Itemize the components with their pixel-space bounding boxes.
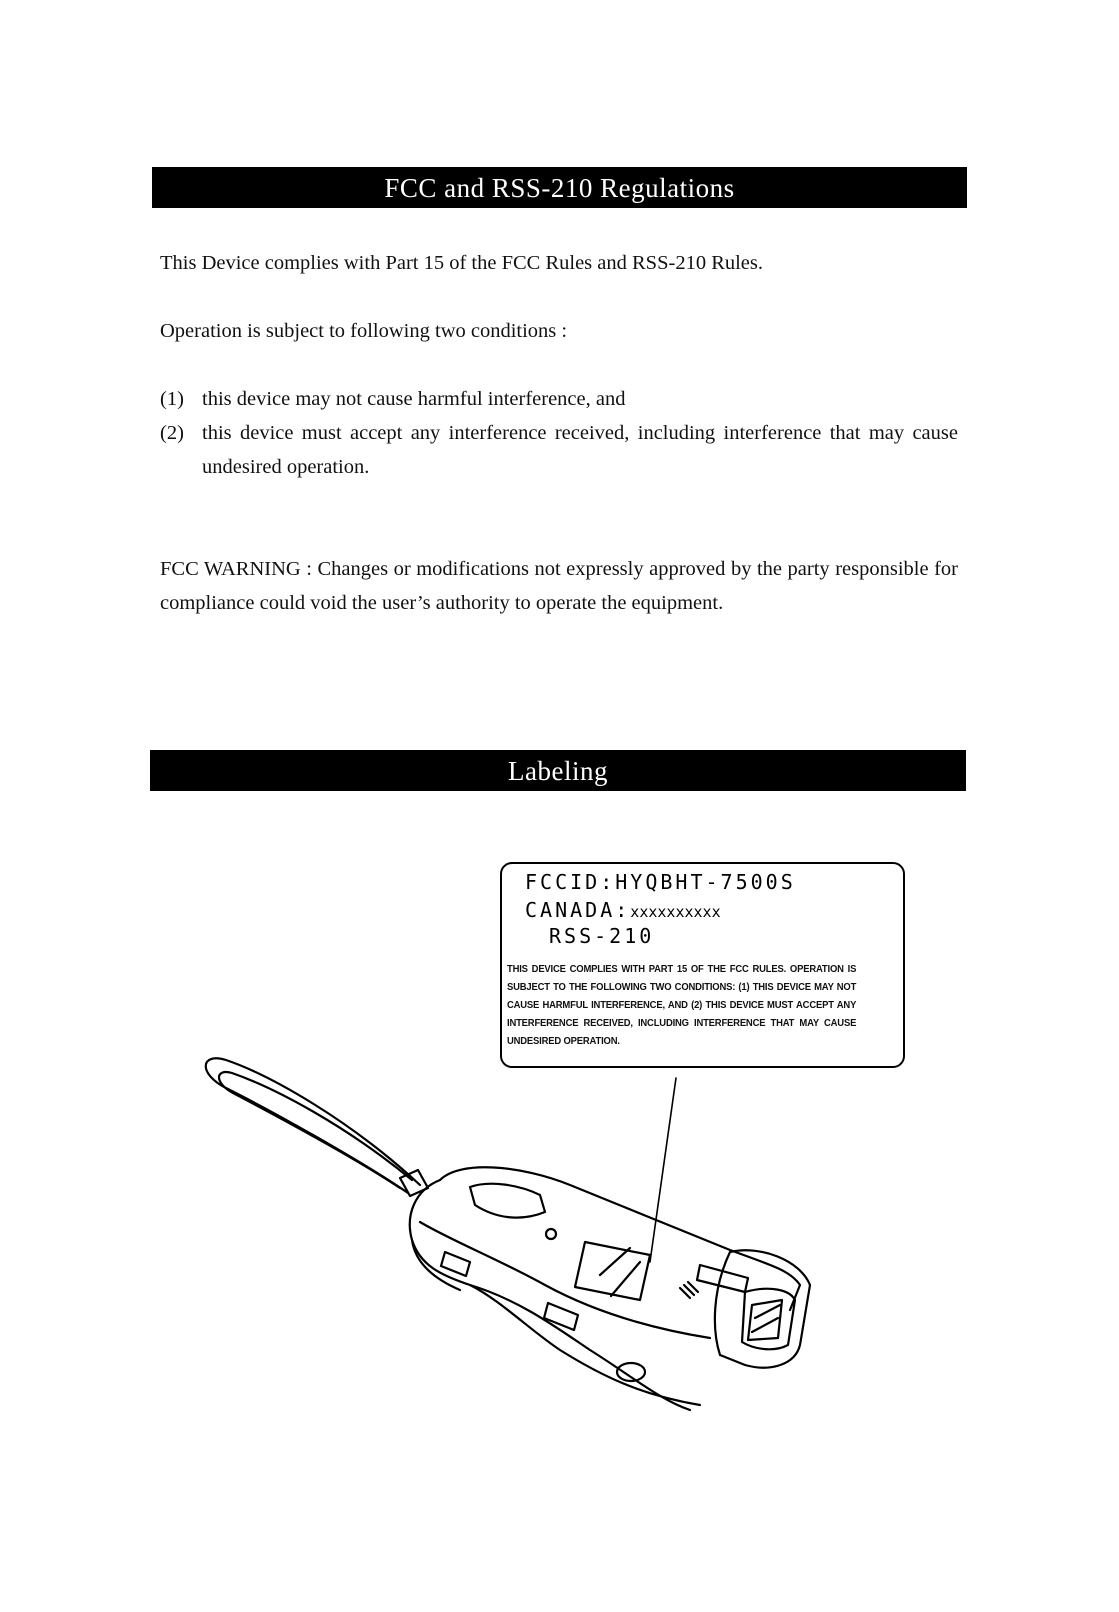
conditions-intro: Operation is subject to following two conditions :: [160, 320, 568, 342]
fcc-warning: FCC WARNING : Changes or modifications not expressly approved by the party responsible for compliance could void the user’s authority to operate the equipment.: [160, 558, 958, 614]
condition-text: this device may not cause harmful interference, and: [202, 388, 626, 410]
label-canada-value: xxxxxxxxxx: [630, 903, 721, 921]
condition-number: (2): [160, 422, 184, 444]
label-rss: RSS-210: [549, 924, 655, 948]
condition-number: (1): [160, 388, 184, 410]
condition-text: this device must accept any interference received, including interference that may cause undesired operation.: [202, 422, 958, 478]
label-fcc-id: FCCID:HYQBHT-7500S: [525, 870, 796, 894]
labeling-section-heading: Labeling: [150, 750, 966, 791]
label-statement: THIS DEVICE COMPLIES WITH PART 15 OF THE FCC RULES. OPERATION IS SUBJECT TO THE FOLLOWING TWO CONDITIONS: (1) THIS DEVICE MAY NOT CAUSE HARMFUL INTERFERENCE, AND (2) THIS DEVICE MUST ACCEPT ANY INTERFERENCE RECEIVED, INCLUDING INTERFERENCE THAT MAY CAUSE UNDESIRED OPERATION.: [507, 963, 857, 1047]
fcc-section-heading: FCC and RSS-210 Regulations: [152, 167, 967, 208]
device-body: [410, 1180, 690, 1410]
device-label-area: [575, 1242, 650, 1300]
scanner-head: [715, 1250, 810, 1367]
wrist-strap: [206, 1058, 420, 1193]
compliance-statement: This Device complies with Part 15 of the FCC Rules and RSS-210 Rules.: [160, 252, 764, 274]
label-canada-key: CANADA:: [525, 898, 631, 922]
label-pointer-line: [650, 1078, 676, 1262]
